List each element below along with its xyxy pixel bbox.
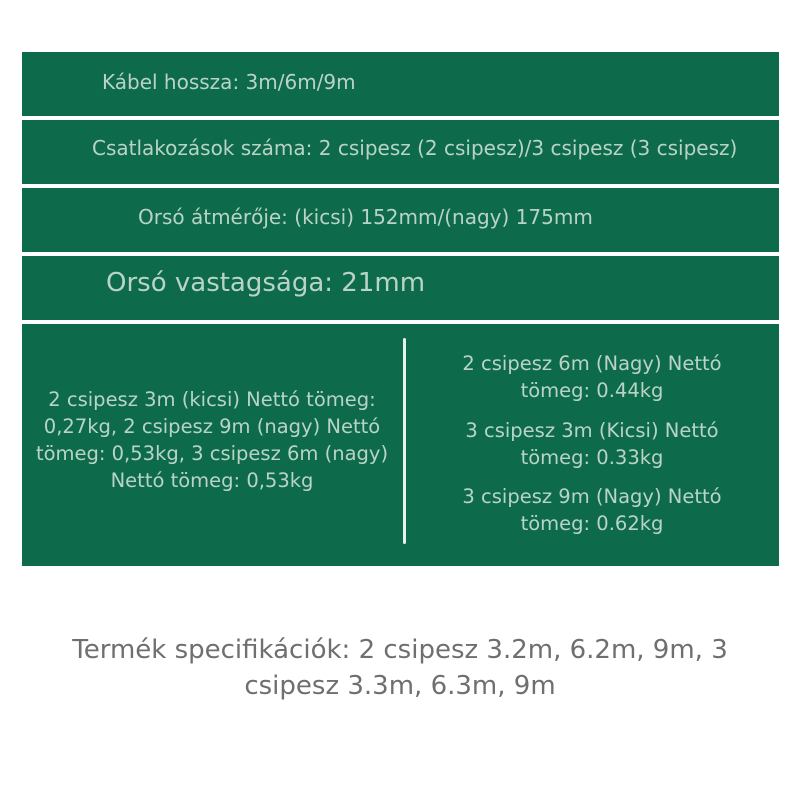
spec-row-reel-thickness: [22, 256, 779, 320]
spec-row-connections: [22, 120, 779, 184]
reel-thickness-text: Orsó vastagsága: 21mm: [106, 268, 426, 298]
connections-text: Csatlakozások száma: 2 csipesz (2 csipesz)/3 csipesz (3 csipesz): [92, 136, 738, 160]
spec-row-cable-length: [22, 52, 779, 116]
weights-left-text: 2 csipesz 3m (kicsi) Nettó tömeg: 0,27kg, 2 csipesz 9m (nagy) Nettó tömeg: 0,53kg, 3 csipesz 6m (nagy) Nettó tömeg: 0,53kg: [35, 388, 389, 492]
weight-item: 3 csipesz 9m (Nagy) Nettó tömeg: 0.62kg: [462, 485, 722, 535]
product-specifications-footer: Termék specifikációk: 2 csipesz 3.2m, 6.2m, 9m, 3 csipesz 3.3m, 6.3m, 9m: [72, 635, 728, 701]
cable-length-text: Kábel hossza: 3m/6m/9m: [102, 70, 356, 94]
weights-panel: [22, 324, 779, 566]
spec-row-reel-diameter: [22, 188, 779, 252]
weight-item: 3 csipesz 3m (Kicsi) Nettó tömeg: 0.33kg: [465, 419, 719, 469]
reel-diameter-text: Orsó átmérője: (kicsi) 152mm/(nagy) 175mm: [138, 205, 593, 229]
column-divider: [403, 338, 406, 544]
weight-item: 2 csipesz 6m (Nagy) Nettó tömeg: 0.44kg: [462, 352, 722, 402]
